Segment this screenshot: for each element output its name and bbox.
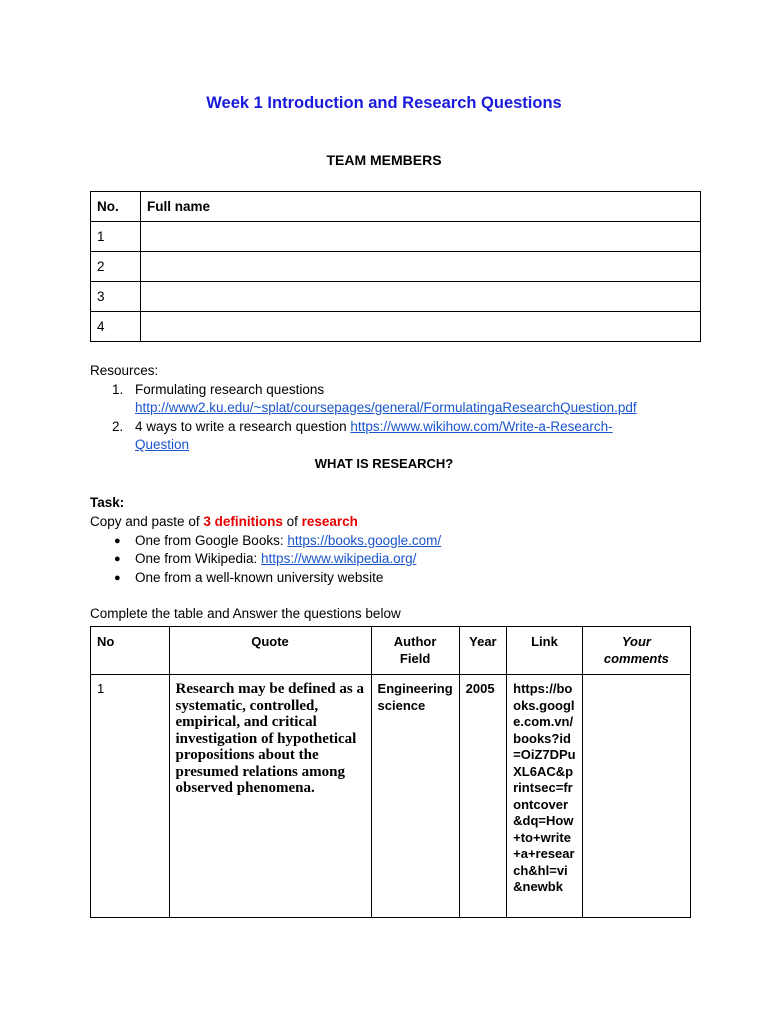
resources-section: [90, 362, 710, 473]
resource-item: [90, 381, 710, 418]
page-title: Week 1 Introduction and Research Questions: [206, 94, 562, 112]
full-name-cell[interactable]: [141, 282, 701, 312]
header-your-comments: Your comments: [582, 627, 690, 675]
table-header-row: [91, 627, 691, 675]
header-year: Year: [459, 627, 506, 675]
list-item: [90, 532, 710, 551]
bullet-icon: ●: [114, 572, 121, 585]
team-members-heading: TEAM MEMBERS: [326, 152, 442, 168]
definitions-table: [90, 626, 691, 918]
task-label: Task:: [90, 495, 125, 510]
task-highlight-definitions: 3 definitions: [203, 513, 283, 529]
comments-cell[interactable]: [582, 675, 690, 918]
task-intro: [90, 513, 710, 532]
full-name-cell[interactable]: [141, 312, 701, 342]
resources-label: Resources:: [90, 363, 159, 378]
resource-text: Formulating research questions: [135, 381, 325, 397]
list-item: [90, 550, 710, 569]
header-no: No: [91, 627, 170, 675]
table-row: [91, 675, 691, 918]
table-row: [91, 222, 701, 252]
bullet-icon: ●: [114, 534, 121, 547]
table-row: [91, 282, 701, 312]
task-highlight-research: research: [301, 513, 358, 529]
task-section: [90, 494, 710, 588]
complete-instruction: Complete the table and Answer the questions below: [90, 606, 401, 621]
bullet-icon: ●: [114, 553, 121, 566]
table-row: [91, 312, 701, 342]
header-link: Link: [507, 627, 583, 675]
header-quote: Quote: [169, 627, 371, 675]
list-number: 1.: [112, 381, 124, 397]
team-members-table: [90, 191, 701, 342]
quote-cell: Research may be defined as a systematic, controlled, empirical, and critical investigation of hypothetical propositions about the presumed relations among observed phenomena.: [169, 675, 371, 918]
header-author-field: Author Field: [371, 627, 459, 675]
task-intro-text: Copy and paste of: [90, 513, 204, 529]
author-field-cell: Engineering science: [371, 675, 459, 918]
resource-link-formulating[interactable]: http://www2.ku.edu/~splat/coursepages/general/FormulatingaResearchQuestion.pdf: [135, 400, 637, 415]
resource-item: [90, 418, 710, 455]
header-full-name: Full name: [141, 192, 701, 222]
full-name-cell[interactable]: [141, 222, 701, 252]
bullet-text: One from a well-known university website: [135, 570, 384, 586]
table-row: [91, 252, 701, 282]
year-cell: 2005: [459, 675, 506, 918]
row-number: 1: [91, 675, 170, 918]
link-cell: https://books.google.com.vn/books?id=OiZ7DPuXL6AC&printsec=frontcover&dq=How+to+write+a+research&hl=vi&newbk: [507, 675, 583, 918]
what-is-research-heading: WHAT IS RESEARCH?: [314, 455, 454, 471]
row-number: 2: [91, 252, 141, 282]
list-number: 2.: [112, 418, 124, 434]
row-number: 1: [91, 222, 141, 252]
google-books-link[interactable]: https://books.google.com/: [287, 532, 442, 548]
row-number: 3: [91, 282, 141, 312]
row-number: 4: [91, 312, 141, 342]
resource-link-wikihow[interactable]: https://www.wikihow.com/Write-a-Research-: [350, 418, 613, 434]
resource-link-wikihow-cont[interactable]: Question: [135, 437, 190, 452]
bullet-text: One from Wikipedia:: [135, 551, 262, 567]
wikipedia-link[interactable]: https://www.wikipedia.org/: [261, 551, 417, 567]
full-name-cell[interactable]: [141, 252, 701, 282]
table-header-row: [91, 192, 701, 222]
task-intro-text: of: [282, 513, 302, 529]
list-item: [90, 569, 710, 588]
header-no: No.: [91, 192, 141, 222]
bullet-text: One from Google Books:: [135, 532, 288, 548]
resource-text: 4 ways to write a research question: [135, 418, 351, 434]
